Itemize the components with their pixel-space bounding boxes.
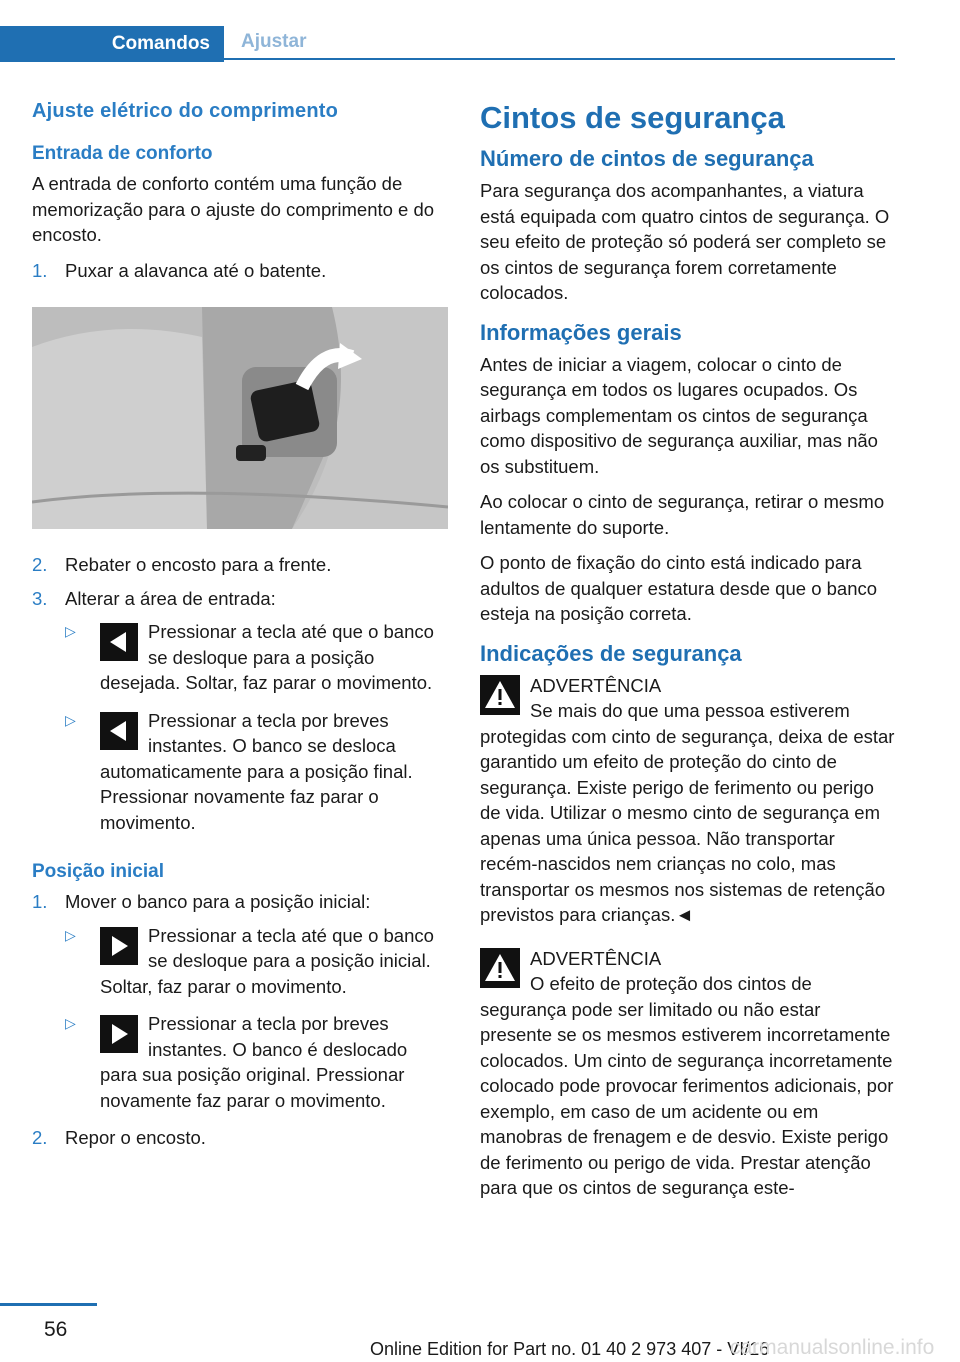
sub-step-text: Pressionar a tecla até que o banco se desloque para a posição desejada. Soltar, faz parar o movimento. [100,621,434,693]
seat-lever-photo [32,307,448,529]
warning-triangle-icon [480,675,520,715]
warning-text: O efeito de proteção dos cintos de segurança pode ser limitado ou não estar presente se os mesmos estiverem incorretamente colocados. Um cinto de segurança incorretamente colocado pode provocar ferimentos adicionais, por exemplo, em caso de um acidente ou em manobras de frenagem e de desvio. Existe perigo de ferimento ou perigo de vida. Prestar atenção para que os cintos de segurança este- [480,973,894,1198]
sub-step-text: Pressionar a tecla até que o banco se desloque para a posição inicial. Soltar, faz parar o movimento. [100,924,434,997]
warning-text: Se mais do que uma pessoa estiverem protegidas com cinto de segurança, deixa de estar garantido um efeito de proteção do cinto de segurança. Existe perigo de ferimento ou perigo de vida. Utilizar o mesmo cinto de segurança em apenas uma única pessoa. Não transportar recém-nascidos nem crianças no colo, mas transportar os mesmos nos sistemas de retenção previstos para crianças.◄ [480,700,895,925]
triangle-bullet-icon: ▷ [65,926,76,943]
triangle-bullet-icon: ▷ [65,623,76,639]
warning-block [480,946,896,1201]
step-text: Mover o banco para a posição inicial: [65,891,371,912]
step-item [32,1125,448,1151]
footer-rule [0,1303,97,1306]
page-number: 56 [44,1318,68,1341]
watermark: carmanualsonline.info [730,1336,935,1359]
left-column [32,100,448,1159]
sub-step [65,923,448,1000]
subheading-comfort-entry: Entrada de conforto [32,143,213,164]
step-item [32,552,448,578]
step-text: Puxar a alavanca até o batente. [65,259,327,281]
arrow-right-key-icon [100,1015,138,1053]
sub-step [65,708,448,836]
step-number: 1. [32,259,48,281]
subheading-general-info: Informações gerais [480,319,682,345]
arrow-right-key-icon [100,927,138,965]
step-number: 2. [32,554,48,575]
intro-paragraph: A entrada de conforto contém uma função de memorização para o ajuste do comprimento e do encosto. [32,173,435,245]
arrow-left-key-icon [100,712,138,750]
belt-count-paragraph: Para segurança dos acompanhantes, a viatura está equipada com quatro cintos de segurança. O seu efeito de proteção só poderá ser completo se os cintos de segurança forem corretamente colocados. [480,180,890,303]
subheading-belt-count: Número de cintos de segurança [480,146,814,171]
warning-triangle-icon [480,948,520,988]
edition-note: Online Edition for Part no. 01 40 2 973 407 - VI/16 [370,1339,770,1359]
tab-comandos[interactable]: Comandos [0,26,224,62]
section-heading: Ajuste elétrico do comprimento [32,100,339,122]
right-column [480,100,896,1213]
sub-step-text: Pressionar a tecla por breves instantes. O banco se desloca automaticamente para a posição final. Pressionar novamente faz parar o movimento. [100,709,413,833]
step-text: Alterar a área de entrada: [65,587,276,609]
subheading-initial-position: Posição inicial [32,861,164,882]
info-paragraph: Antes de iniciar a viagem, colocar o cinto de segurança em todos os lugares ocupados. Os airbags complementam os cintos de segurança como dispositivo de segurança auxiliar, mas não os substituem. [480,353,878,477]
subheading-safety: Indicações de segurança [480,640,742,666]
step-number: 1. [32,891,48,912]
sub-step-text: Pressionar a tecla por breves instantes. O banco é deslocado para sua posição original. Pressionar novamente faz parar o movimento. [100,1013,408,1111]
triangle-bullet-icon: ▷ [65,711,76,728]
warning-label: ADVERTÊNCIA [530,947,662,969]
arrow-left-key-icon [100,623,138,661]
sub-step [65,1011,448,1113]
step-text: Rebater o encosto para a frente. [65,554,332,575]
step-item [32,586,448,612]
step-item [32,889,448,915]
sub-step [65,619,448,696]
step-item [32,258,448,284]
chapter-tabs [0,26,895,62]
warning-block [480,673,896,928]
tab-ajustar[interactable]: Ajustar [224,26,895,60]
page-title: Cintos de segurança [480,100,785,135]
step-number: 3. [32,587,48,609]
info-paragraph: O ponto de fixação do cinto está indicado para adultos de qualquer estatura desde que o banco esteja na posição correta. [480,552,878,624]
triangle-bullet-icon: ▷ [65,1015,76,1031]
step-text: Repor o encosto. [65,1127,206,1148]
warning-label: ADVERTÊNCIA [530,674,662,696]
info-paragraph: Ao colocar o cinto de segurança, retirar o mesmo lentamente do suporte. [480,491,885,538]
step-number: 2. [32,1127,48,1148]
